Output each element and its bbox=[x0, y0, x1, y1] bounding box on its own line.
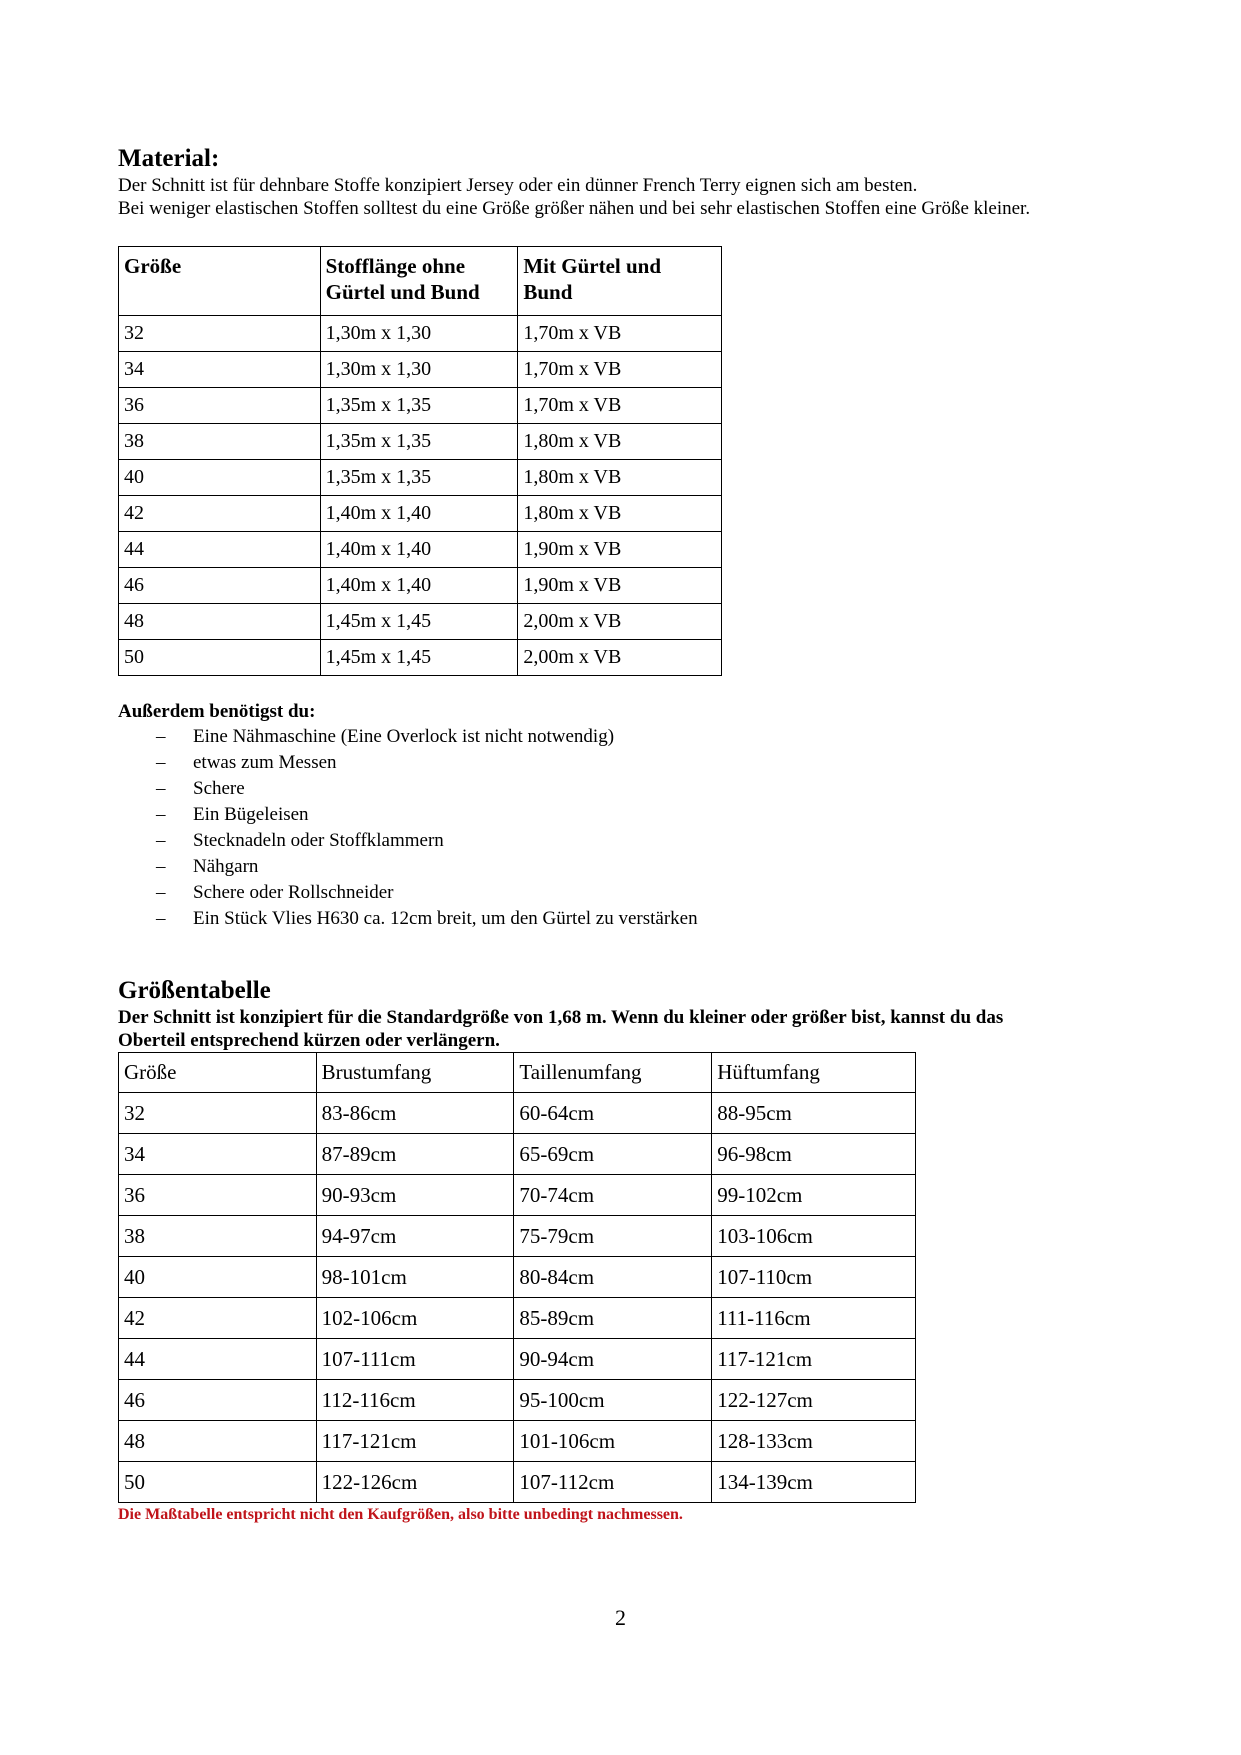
extras-list-item bbox=[118, 906, 1128, 932]
material-header-cell bbox=[518, 247, 722, 316]
dash-bullet-icon: – bbox=[156, 830, 166, 851]
dash-bullet-icon: – bbox=[156, 882, 166, 903]
dash-bullet-icon: – bbox=[156, 856, 166, 877]
extras-item-text: Schere oder Rollschneider bbox=[193, 882, 394, 903]
size-table-cell: 70-74cm bbox=[514, 1175, 712, 1216]
material-table bbox=[118, 246, 722, 676]
material-table-row bbox=[119, 316, 722, 352]
material-title: Material: bbox=[118, 145, 220, 172]
size-table-cell: 38 bbox=[119, 1216, 317, 1257]
extras-list-item bbox=[118, 854, 1128, 880]
material-table-cell: 1,40m x 1,40 bbox=[320, 532, 518, 568]
size-table-cell: 83-86cm bbox=[316, 1093, 514, 1134]
material-table-cell: 1,80m x VB bbox=[518, 460, 722, 496]
size-table-row bbox=[119, 1462, 916, 1503]
size-table-cell: 122-127cm bbox=[712, 1380, 916, 1421]
extras-item-text: Nähgarn bbox=[193, 856, 259, 877]
material-table-cell: 1,80m x VB bbox=[518, 496, 722, 532]
extras-list-item bbox=[118, 828, 1128, 854]
material-table-row bbox=[119, 460, 722, 496]
material-table-cell: 50 bbox=[119, 640, 321, 676]
material-table-cell: 1,35m x 1,35 bbox=[320, 460, 518, 496]
material-table-row bbox=[119, 568, 722, 604]
size-table-cell: 128-133cm bbox=[712, 1421, 916, 1462]
material-header-cell bbox=[320, 247, 518, 316]
extras-list-item bbox=[118, 724, 1128, 750]
size-table-header-cell: Hüftumfang bbox=[712, 1053, 916, 1093]
size-table-cell: 34 bbox=[119, 1134, 317, 1175]
extras-item-text: Ein Bügeleisen bbox=[193, 804, 309, 825]
material-table-cell: 38 bbox=[119, 424, 321, 460]
material-table-cell: 1,40m x 1,40 bbox=[320, 568, 518, 604]
material-table-row bbox=[119, 532, 722, 568]
size-chart-title: Größentabelle bbox=[118, 977, 271, 1004]
material-table-cell: 36 bbox=[119, 388, 321, 424]
size-table-cell: 44 bbox=[119, 1339, 317, 1380]
size-table-row bbox=[119, 1298, 916, 1339]
material-table-cell: 1,35m x 1,35 bbox=[320, 424, 518, 460]
dash-bullet-icon: – bbox=[156, 908, 166, 929]
extras-list-item bbox=[118, 880, 1128, 906]
material-table-cell: 1,80m x VB bbox=[518, 424, 722, 460]
extras-item-text: Schere bbox=[193, 778, 245, 799]
size-table-cell: 32 bbox=[119, 1093, 317, 1134]
material-table-cell: 1,45m x 1,45 bbox=[320, 604, 518, 640]
dash-bullet-icon: – bbox=[156, 778, 166, 799]
size-table-cell: 122-126cm bbox=[316, 1462, 514, 1503]
size-table-cell: 101-106cm bbox=[514, 1421, 712, 1462]
extras-item-text: Eine Nähmaschine (Eine Overlock ist nicht notwendig) bbox=[193, 726, 615, 747]
size-table-row bbox=[119, 1093, 916, 1134]
material-table-cell: 1,40m x 1,40 bbox=[320, 496, 518, 532]
size-table-cell: 88-95cm bbox=[712, 1093, 916, 1134]
size-table-cell: 90-94cm bbox=[514, 1339, 712, 1380]
size-table-cell: 85-89cm bbox=[514, 1298, 712, 1339]
extras-list-item bbox=[118, 802, 1128, 828]
size-table-cell: 117-121cm bbox=[316, 1421, 514, 1462]
size-table-header-cell: Taillenumfang bbox=[514, 1053, 712, 1093]
material-table-cell: 34 bbox=[119, 352, 321, 388]
material-table-cell: 48 bbox=[119, 604, 321, 640]
size-table-cell: 96-98cm bbox=[712, 1134, 916, 1175]
size-table-row bbox=[119, 1175, 916, 1216]
size-table-cell: 46 bbox=[119, 1380, 317, 1421]
material-table-row bbox=[119, 640, 722, 676]
size-table-row bbox=[119, 1216, 916, 1257]
material-line-2: Bei weniger elastischen Stoffen solltest du eine Größe größer nähen und bei sehr elastischen Stoffen eine Größe kleiner. bbox=[118, 198, 1031, 219]
size-table-row bbox=[119, 1421, 916, 1462]
size-table-cell: 107-111cm bbox=[316, 1339, 514, 1380]
material-table-cell: 44 bbox=[119, 532, 321, 568]
size-table-header-cell: Größe bbox=[119, 1053, 317, 1093]
size-table-cell: 99-102cm bbox=[712, 1175, 916, 1216]
dash-bullet-icon: – bbox=[156, 726, 166, 747]
size-table-header-row bbox=[119, 1053, 916, 1093]
material-table-cell: 1,70m x VB bbox=[518, 352, 722, 388]
size-table-cell: 111-116cm bbox=[712, 1298, 916, 1339]
material-header-line: Stofflänge ohne bbox=[325, 254, 466, 278]
extras-item-text: Stecknadeln oder Stoffklammern bbox=[193, 830, 444, 851]
material-header-line: Gürtel und Bund bbox=[325, 280, 480, 304]
material-table-row bbox=[119, 424, 722, 460]
size-table-header-cell: Brustumfang bbox=[316, 1053, 514, 1093]
material-table-cell: 42 bbox=[119, 496, 321, 532]
extras-list-item bbox=[118, 776, 1128, 802]
material-header-line: Bund bbox=[523, 280, 573, 304]
size-table-cell: 107-110cm bbox=[712, 1257, 916, 1298]
size-table-cell: 80-84cm bbox=[514, 1257, 712, 1298]
size-table-cell: 95-100cm bbox=[514, 1380, 712, 1421]
material-table-cell: 1,70m x VB bbox=[518, 388, 722, 424]
size-table-cell: 112-116cm bbox=[316, 1380, 514, 1421]
material-table-cell: 1,45m x 1,45 bbox=[320, 640, 518, 676]
measurement-note: Die Maßtabelle entspricht nicht den Kaufgrößen, also bitte unbedingt nachmessen. bbox=[118, 1506, 683, 1523]
material-table-header-row bbox=[119, 247, 722, 316]
material-table-row bbox=[119, 352, 722, 388]
extras-list bbox=[118, 724, 1128, 932]
size-table-cell: 134-139cm bbox=[712, 1462, 916, 1503]
material-table-cell: 1,90m x VB bbox=[518, 568, 722, 604]
extras-item-text: Ein Stück Vlies H630 ca. 12cm breit, um den Gürtel zu verstärken bbox=[193, 908, 698, 929]
size-table-cell: 60-64cm bbox=[514, 1093, 712, 1134]
size-table-cell: 36 bbox=[119, 1175, 317, 1216]
size-table-cell: 75-79cm bbox=[514, 1216, 712, 1257]
material-header-line: Größe bbox=[124, 254, 182, 278]
material-header-line: Mit Gürtel und bbox=[523, 254, 662, 278]
material-table-cell: 46 bbox=[119, 568, 321, 604]
page-number: 2 bbox=[615, 1605, 626, 1630]
size-table-cell: 117-121cm bbox=[712, 1339, 916, 1380]
size-table-row bbox=[119, 1339, 916, 1380]
size-table-cell: 87-89cm bbox=[316, 1134, 514, 1175]
material-table-cell: 1,35m x 1,35 bbox=[320, 388, 518, 424]
size-table-cell: 90-93cm bbox=[316, 1175, 514, 1216]
material-table-cell: 1,70m x VB bbox=[518, 316, 722, 352]
extras-title: Außerdem benötigst du: bbox=[118, 701, 316, 722]
material-table-row bbox=[119, 388, 722, 424]
extras-list-item bbox=[118, 750, 1128, 776]
material-table-cell: 1,30m x 1,30 bbox=[320, 352, 518, 388]
size-table-cell: 102-106cm bbox=[316, 1298, 514, 1339]
size-table-cell: 50 bbox=[119, 1462, 317, 1503]
material-table-row bbox=[119, 604, 722, 640]
size-table-cell: 94-97cm bbox=[316, 1216, 514, 1257]
extras-item-text: etwas zum Messen bbox=[193, 752, 337, 773]
size-table-row bbox=[119, 1134, 916, 1175]
size-table-cell: 107-112cm bbox=[514, 1462, 712, 1503]
material-table-cell: 1,90m x VB bbox=[518, 532, 722, 568]
size-chart-intro-line-1: Der Schnitt ist konzipiert für die Standardgröße von 1,68 m. Wenn du kleiner oder größer bist, kannst du das bbox=[118, 1007, 1004, 1028]
size-table-cell: 65-69cm bbox=[514, 1134, 712, 1175]
material-line-1: Der Schnitt ist für dehnbare Stoffe konzipiert Jersey oder ein dünner French Terry eignen sich am besten. bbox=[118, 175, 918, 196]
material-table-row bbox=[119, 496, 722, 532]
material-header-cell bbox=[119, 247, 321, 316]
dash-bullet-icon: – bbox=[156, 752, 166, 773]
material-table-cell: 40 bbox=[119, 460, 321, 496]
size-table-cell: 42 bbox=[119, 1298, 317, 1339]
material-table-cell: 2,00m x VB bbox=[518, 640, 722, 676]
material-table-cell: 1,30m x 1,30 bbox=[320, 316, 518, 352]
dash-bullet-icon: – bbox=[156, 804, 166, 825]
size-table bbox=[118, 1052, 916, 1503]
document-page bbox=[118, 144, 1128, 1525]
size-table-cell: 48 bbox=[119, 1421, 317, 1462]
size-table-cell: 98-101cm bbox=[316, 1257, 514, 1298]
material-table-cell: 2,00m x VB bbox=[518, 604, 722, 640]
material-table-cell: 32 bbox=[119, 316, 321, 352]
size-table-row bbox=[119, 1257, 916, 1298]
size-table-cell: 103-106cm bbox=[712, 1216, 916, 1257]
size-table-cell: 40 bbox=[119, 1257, 317, 1298]
size-table-row bbox=[119, 1380, 916, 1421]
size-chart-intro-line-2: Oberteil entsprechend kürzen oder verlängern. bbox=[118, 1030, 500, 1051]
